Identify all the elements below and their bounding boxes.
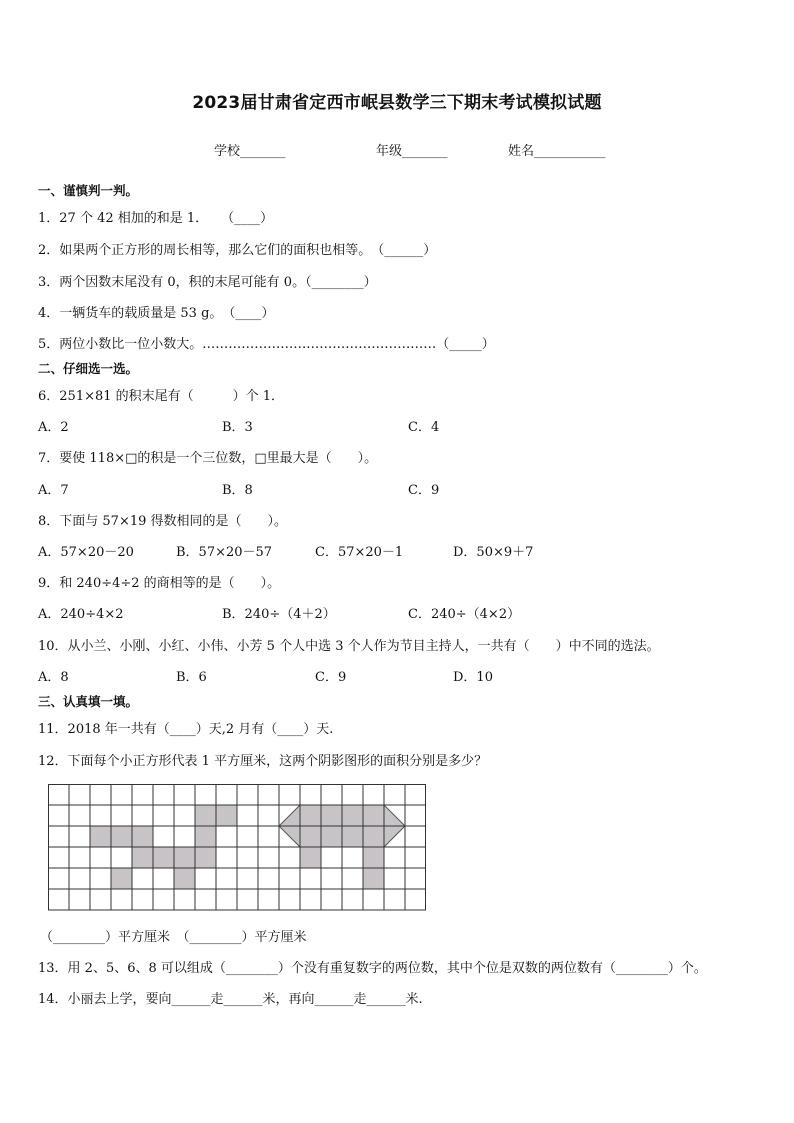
question-11: 11．2018 年一共有（____）天,2 月有（____）天. [38,722,334,737]
q6-choice-b: B．3 [222,420,253,435]
section-heading-choose: 二、仔细选一选。 [38,361,139,376]
question-8: 8．下面与 57×19 得数相同的是（ ）。 [38,514,288,529]
q10-choice-c: C．9 [315,670,347,685]
name-field: 姓名___________ [508,144,606,159]
question-3: 3．两个因数末尾没有 0，积的末尾可能有 0。（________） [38,275,377,290]
q8-choice-c: C．57×20－1 [315,545,404,560]
q10-choice-d: D．10 [453,670,493,685]
area-grid-figure [48,784,428,916]
question-6: 6．251×81 的积末尾有（ ）个 1． [38,389,285,404]
section-heading-fill: 三、认真填一填。 [38,694,139,709]
page-title: 2023届甘肃省定西市岷县数学三下期末考试模拟试题 [192,93,602,113]
q7-choice-a: A．7 [38,483,69,498]
q7-choice-c: C．9 [408,483,440,498]
q9-choice-c: C．240÷（4×2） [408,607,521,622]
q8-choice-a: A．57×20－20 [38,545,134,560]
question-2: 2．如果两个正方形的周长相等，那么它们的面积也相等。 （______） [38,243,437,258]
question-12: 12．下面每个小正方形代表 1 平方厘米，这两个阴影图形的面积分别是多少？ [38,754,488,769]
question-1: 1．27 个 42 相加的和是 1． （____） [38,211,274,226]
q9-choice-a: A．240÷4×2 [38,607,124,622]
grid-lines [48,784,426,910]
question-5: 5．两位小数比一位小数大。………………………………………………（_____） [38,337,495,352]
school-field: 学校_______ [214,144,286,159]
question-12-answer: （________）平方厘米 （________）平方厘米 [40,930,307,945]
question-7: 7．要使 118×□的积是一个三位数，□里最大是（ ）。 [38,451,378,466]
q10-choice-a: A．8 [38,670,69,685]
section-heading-judge: 一、谨慎判一判。 [38,183,139,198]
q7-choice-b: B．8 [222,483,253,498]
question-4: 4．一辆货车的载质量是 53 g。 （____） [38,306,275,321]
q8-choice-b: B．57×20－57 [176,545,273,560]
grade-field: 年级_______ [376,144,448,159]
q10-choice-b: B．6 [176,670,207,685]
q6-choice-a: A．2 [38,420,69,435]
question-13: 13．用 2、5、6、8 可以组成（________）个没有重复数字的两位数，其中个位是双数的两位数有（________）个。 [38,961,707,976]
q9-choice-b: B．240÷（4＋2） [222,607,336,622]
question-14: 14．小丽去上学，要向______走______米，再向______走______米. [38,992,423,1007]
question-10: 10．从小兰、小刚、小红、小伟、小芳 5 个人中选 3 个人作为节目主持人，一共有（ ）中不同的选法。 [38,639,660,654]
area-grid-svg [48,784,428,912]
q8-choice-d: D．50×9＋7 [453,545,534,560]
q6-choice-c: C．4 [408,420,440,435]
question-9: 9．和 240÷4÷2 的商相等的是（ ）。 [38,576,281,591]
